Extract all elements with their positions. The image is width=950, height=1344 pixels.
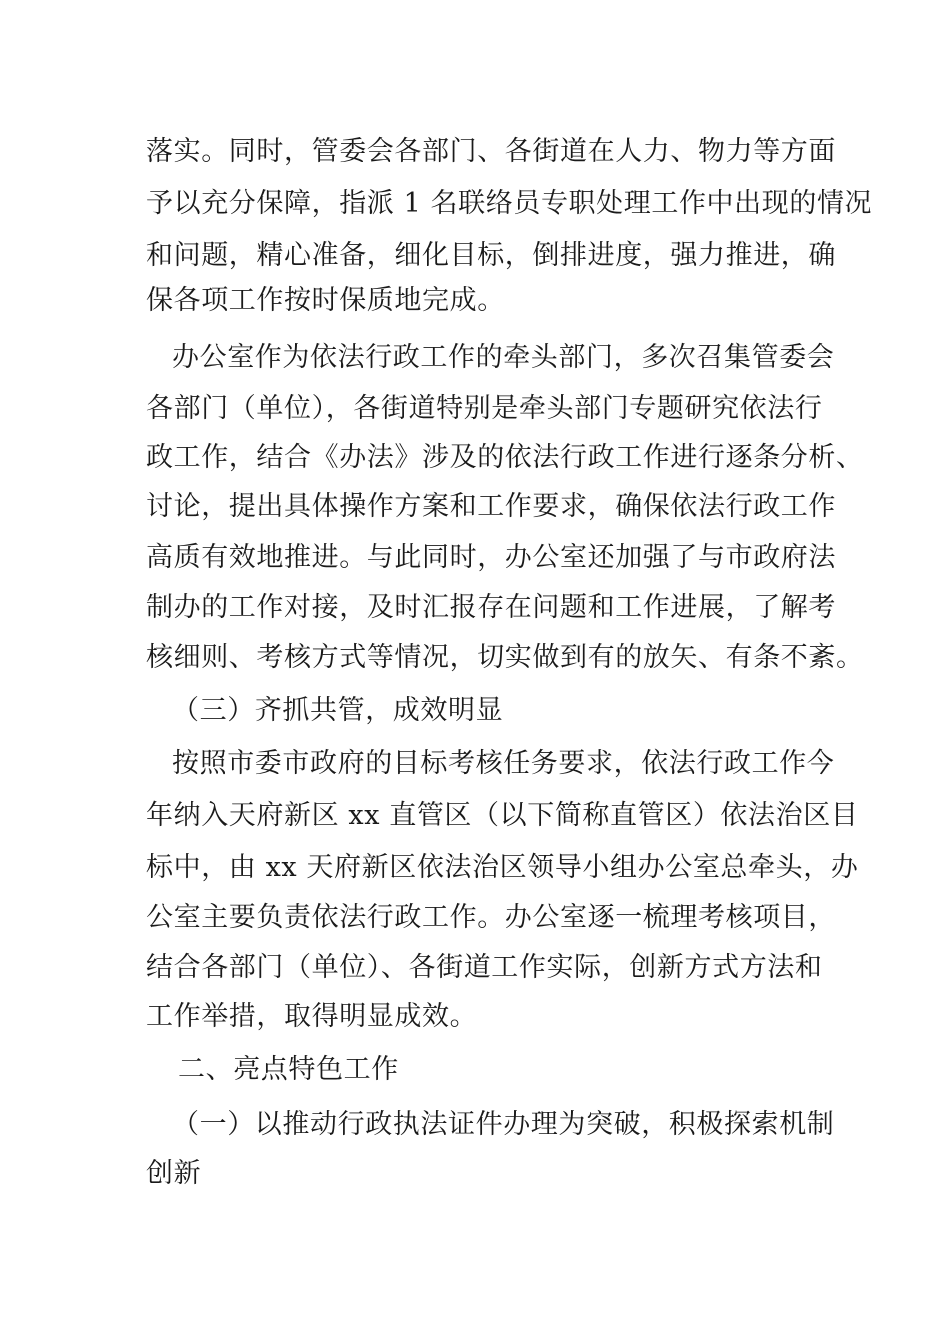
paragraph-2-line-4: 讨论，提出具体操作方案和工作要求，确保依法行政工作 (146, 491, 836, 522)
paragraph-3-line-4: 公室主要负责依法行政工作。办公室逐一梳理考核项目， (146, 902, 836, 933)
paragraph-3-line-1: 按照市委市政府的目标考核任务要求，依法行政工作今 (172, 748, 835, 779)
paragraph-2-line-7: 核细则、考核方式等情况，切实做到有的放矢、有条不紊。 (146, 642, 864, 673)
paragraph-3-line-2: 年纳入天府新区 xx 直管区（以下简称直管区）依法治区目 (146, 800, 859, 831)
paragraph-3-line-5: 结合各部门（单位）、各街道工作实际，创新方式方法和 (146, 952, 823, 983)
section-heading-2: 二、亮点特色工作 (178, 1054, 399, 1085)
paragraph-2-line-3: 政工作，结合《办法》涉及的依法行政工作进行逐条分析、 (146, 442, 864, 473)
paragraph-1-line-4: 保各项工作按时保质地完成。 (146, 285, 505, 316)
paragraph-1-line-3: 和问题，精心准备，细化目标，倒排进度，强力推进，确 (146, 240, 836, 271)
paragraph-1-line-1: 落实。同时，管委会各部门、各街道在人力、物力等方面 (146, 136, 836, 167)
paragraph-2-line-2: 各部门（单位），各街道特别是牵头部门专题研究依法行 (146, 393, 823, 424)
paragraph-2-line-1: 办公室作为依法行政工作的牵头部门，多次召集管委会 (172, 342, 835, 373)
paragraph-2-line-5: 高质有效地推进。与此同时，办公室还加强了与市政府法 (146, 542, 836, 573)
subsection-heading-1-line-1: （一）以推动行政执法证件办理为突破，积极探索机制 (172, 1109, 835, 1140)
paragraph-1-line-2: 予以充分保障，指派 1 名联络员专职处理工作中出现的情况 (146, 188, 873, 219)
paragraph-3-line-6: 工作举措，取得明显成效。 (146, 1001, 478, 1032)
paragraph-3-line-3: 标中，由 xx 天府新区依法治区领导小组办公室总牵头，办 (146, 852, 859, 883)
section-heading-3: （三）齐抓共管，成效明显 (172, 695, 504, 726)
subsection-heading-1-line-2: 创新 (146, 1158, 202, 1189)
paragraph-2-line-6: 制办的工作对接，及时汇报存在问题和工作进展，了解考 (146, 592, 836, 623)
